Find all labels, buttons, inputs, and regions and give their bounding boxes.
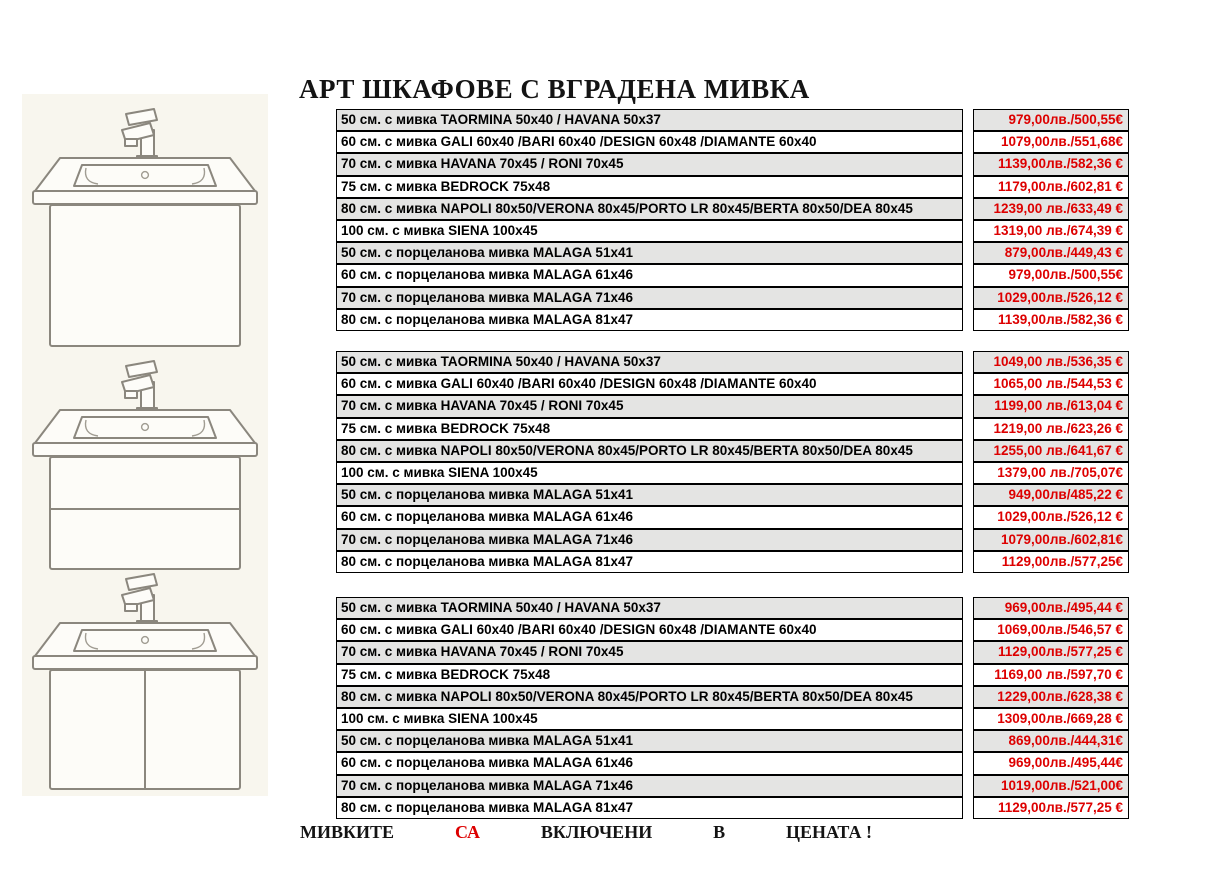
table-row — [336, 131, 1129, 153]
product-cell: 80 см. с порцеланова мивка MALAGA 81x47 — [336, 309, 963, 331]
price-cell: 1065,00 лв./544,53 € — [973, 373, 1129, 395]
product-cell: 70 см. с мивка HAVANA 70x45 / RONI 70x45 — [336, 153, 963, 175]
column-gap — [963, 462, 973, 484]
table-row — [336, 664, 1129, 686]
vanity-illustrations-panel — [22, 94, 268, 796]
price-cell: 1029,00лв./526,12 € — [973, 287, 1129, 309]
column-gap — [963, 686, 973, 708]
price-cell: 949,00лв/485,22 € — [973, 484, 1129, 506]
price-table-3 — [336, 597, 1129, 819]
price-cell: 1179,00лв./602,81 € — [973, 176, 1129, 198]
price-cell: 1079,00лв./551,68€ — [973, 131, 1129, 153]
price-cell: 1129,00лв./577,25€ — [973, 551, 1129, 573]
column-gap — [963, 775, 973, 797]
product-cell: 70 см. с мивка HAVANA 70x45 / RONI 70x45 — [336, 395, 963, 417]
table-row — [336, 109, 1129, 131]
table-row — [336, 529, 1129, 551]
column-gap — [963, 664, 973, 686]
column-gap — [963, 484, 973, 506]
table-row — [336, 309, 1129, 331]
product-cell: 70 см. с мивка HAVANA 70x45 / RONI 70x45 — [336, 641, 963, 663]
table-row — [336, 351, 1129, 373]
table-row — [336, 176, 1129, 198]
price-cell: 1169,00 лв./597,70 € — [973, 664, 1129, 686]
column-gap — [963, 529, 973, 551]
price-cell: 1239,00 лв./633,49 € — [973, 198, 1129, 220]
footnote-word: ВКЛЮЧЕНИ — [540, 822, 653, 842]
product-cell: 100 см. с мивка SIENA 100x45 — [336, 462, 963, 484]
price-cell: 1019,00лв./521,00€ — [973, 775, 1129, 797]
product-cell: 50 см. с порцеланова мивка MALAGA 51x41 — [336, 242, 963, 264]
product-cell: 60 см. с мивка GALI 60x40 /BARI 60x40 /DESIGN 60x48 /DIAMANTE 60x40 — [336, 619, 963, 641]
price-cell: 879,00лв./449,43 € — [973, 242, 1129, 264]
sinks-included-note — [300, 822, 872, 843]
column-gap — [963, 797, 973, 819]
table-row — [336, 418, 1129, 440]
price-cell: 869,00лв./444,31€ — [973, 730, 1129, 752]
product-cell: 80 см. с мивка NAPOLI 80x50/VERONA 80x45/PORTO LR 80x45/BERTA 80x50/DEA 80x45 — [336, 686, 963, 708]
product-cell: 80 см. с порцеланова мивка MALAGA 81x47 — [336, 797, 963, 819]
product-cell: 70 см. с порцеланова мивка MALAGA 71x46 — [336, 287, 963, 309]
product-cell: 80 см. с порцеланова мивка MALAGA 81x47 — [336, 551, 963, 573]
table-row — [336, 264, 1129, 286]
product-cell: 50 см. с порцеланова мивка MALAGA 51x41 — [336, 484, 963, 506]
product-cell: 100 см. с мивка SIENA 100x45 — [336, 220, 963, 242]
price-cell: 1255,00 лв./641,67 € — [973, 440, 1129, 462]
footnote-word: ЦЕНАТА ! — [785, 822, 872, 842]
table-row — [336, 287, 1129, 309]
price-cell: 1229,00лв./628,38 € — [973, 686, 1129, 708]
footnote-word: В — [713, 822, 726, 842]
column-gap — [963, 730, 973, 752]
price-cell: 969,00лв./495,44€ — [973, 752, 1129, 774]
table-row — [336, 395, 1129, 417]
product-cell: 60 см. с порцеланова мивка MALAGA 61x46 — [336, 506, 963, 528]
table-row — [336, 730, 1129, 752]
price-cell: 969,00лв./495,44 € — [973, 597, 1129, 619]
price-cell: 1049,00 лв./536,35 € — [973, 351, 1129, 373]
price-cell: 1309,00лв./669,28 € — [973, 708, 1129, 730]
product-cell: 70 см. с порцеланова мивка MALAGA 71x46 — [336, 775, 963, 797]
table-row — [336, 752, 1129, 774]
table-row — [336, 775, 1129, 797]
column-gap — [963, 506, 973, 528]
product-cell: 50 см. с мивка TAORMINA 50x40 / HAVANA 50x37 — [336, 351, 963, 373]
price-cell: 1069,00лв./546,57 € — [973, 619, 1129, 641]
page-title: АРТ ШКАФОВЕ С ВГРАДЕНА МИВКА — [299, 74, 810, 104]
table-row — [336, 440, 1129, 462]
table-row — [336, 242, 1129, 264]
price-cell: 1219,00 лв./623,26 € — [973, 418, 1129, 440]
table-row — [336, 708, 1129, 730]
column-gap — [963, 198, 973, 220]
product-cell: 75 см. с мивка BEDROCK 75x48 — [336, 664, 963, 686]
vanity-cabinet-single-front-icon — [22, 108, 268, 350]
price-cell: 1079,00лв./602,81€ — [973, 529, 1129, 551]
column-gap — [963, 309, 973, 331]
column-gap — [963, 597, 973, 619]
price-table-1 — [336, 109, 1129, 331]
product-cell: 100 см. с мивка SIENA 100x45 — [336, 708, 963, 730]
footnote-word: СА — [454, 822, 481, 842]
column-gap — [963, 619, 973, 641]
table-row — [336, 506, 1129, 528]
vanity-cabinet-two-drawers-icon — [22, 360, 268, 573]
price-cell: 1379,00 лв./705,07€ — [973, 462, 1129, 484]
product-cell: 60 см. с мивка GALI 60x40 /BARI 60x40 /DESIGN 60x48 /DIAMANTE 60x40 — [336, 373, 963, 395]
price-cell: 979,00лв./500,55€ — [973, 264, 1129, 286]
column-gap — [963, 373, 973, 395]
price-cell: 1139,00лв./582,36 € — [973, 153, 1129, 175]
product-cell: 60 см. с порцеланова мивка MALAGA 61x46 — [336, 264, 963, 286]
column-gap — [963, 153, 973, 175]
column-gap — [963, 220, 973, 242]
product-cell: 80 см. с мивка NAPOLI 80x50/VERONA 80x45/PORTO LR 80x45/BERTA 80x50/DEA 80x45 — [336, 440, 963, 462]
price-cell: 1029,00лв./526,12 € — [973, 506, 1129, 528]
price-cell: 1199,00 лв./613,04 € — [973, 395, 1129, 417]
price-cell: 1129,00лв./577,25 € — [973, 641, 1129, 663]
table-row — [336, 619, 1129, 641]
table-row — [336, 373, 1129, 395]
price-cell: 1319,00 лв./674,39 € — [973, 220, 1129, 242]
product-cell: 80 см. с мивка NAPOLI 80x50/VERONA 80x45/PORTO LR 80x45/BERTA 80x50/DEA 80x45 — [336, 198, 963, 220]
price-cell: 979,00лв./500,55€ — [973, 109, 1129, 131]
product-cell: 60 см. с порцеланова мивка MALAGA 61x46 — [336, 752, 963, 774]
column-gap — [963, 752, 973, 774]
product-cell: 50 см. с мивка TAORMINA 50x40 / HAVANA 50x37 — [336, 597, 963, 619]
column-gap — [963, 418, 973, 440]
product-cell: 75 см. с мивка BEDROCK 75x48 — [336, 176, 963, 198]
table-row — [336, 686, 1129, 708]
table-row — [336, 551, 1129, 573]
column-gap — [963, 287, 973, 309]
column-gap — [963, 551, 973, 573]
table-row — [336, 597, 1129, 619]
table-row — [336, 641, 1129, 663]
vanity-cabinet-two-doors-icon — [22, 573, 268, 793]
column-gap — [963, 264, 973, 286]
column-gap — [963, 242, 973, 264]
price-cell: 1139,00лв./582,36 € — [973, 309, 1129, 331]
column-gap — [963, 708, 973, 730]
table-row — [336, 220, 1129, 242]
table-row — [336, 198, 1129, 220]
column-gap — [963, 351, 973, 373]
table-row — [336, 153, 1129, 175]
product-cell: 70 см. с порцеланова мивка MALAGA 71x46 — [336, 529, 963, 551]
product-cell: 50 см. с порцеланова мивка MALAGA 51x41 — [336, 730, 963, 752]
table-row — [336, 797, 1129, 819]
price-table-2 — [336, 351, 1129, 573]
column-gap — [963, 440, 973, 462]
column-gap — [963, 131, 973, 153]
column-gap — [963, 176, 973, 198]
product-cell: 50 см. с мивка TAORMINA 50x40 / HAVANA 50x37 — [336, 109, 963, 131]
column-gap — [963, 109, 973, 131]
footnote-word: МИВКИТЕ — [300, 822, 395, 842]
product-cell: 75 см. с мивка BEDROCK 75x48 — [336, 418, 963, 440]
column-gap — [963, 641, 973, 663]
price-cell: 1129,00лв./577,25 € — [973, 797, 1129, 819]
product-cell: 60 см. с мивка GALI 60x40 /BARI 60x40 /DESIGN 60x48 /DIAMANTE 60x40 — [336, 131, 963, 153]
table-row — [336, 484, 1129, 506]
column-gap — [963, 395, 973, 417]
table-row — [336, 462, 1129, 484]
